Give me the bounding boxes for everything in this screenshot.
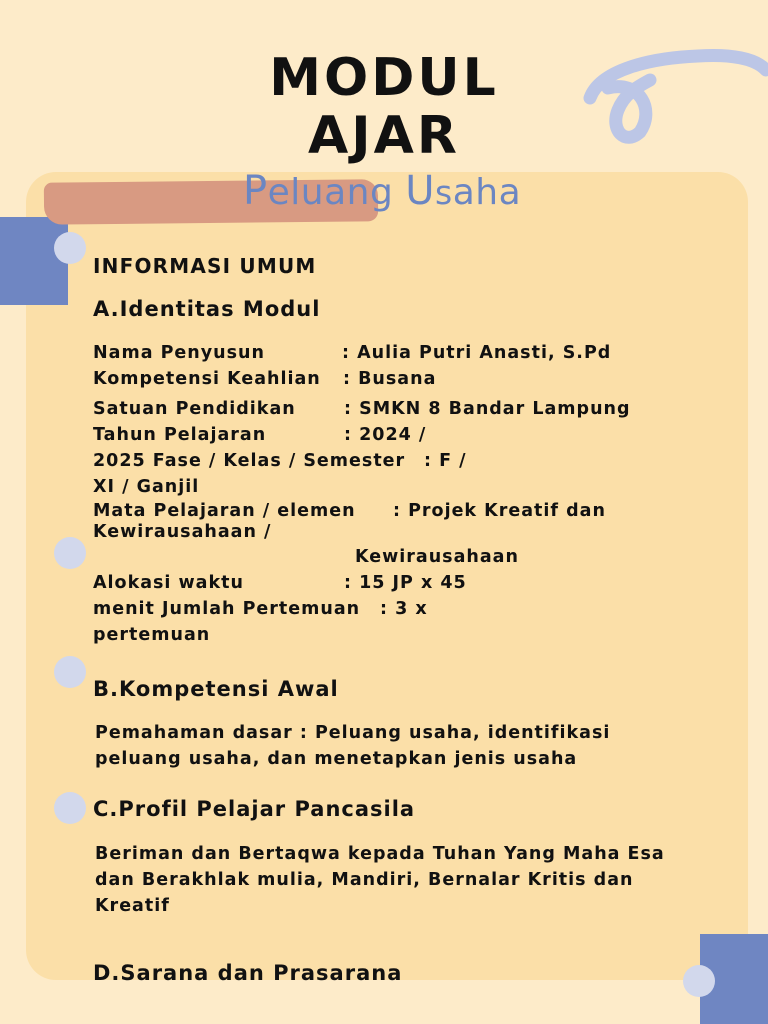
label-jumlah-pertemuan: menit Jumlah Pertemuan: [93, 599, 361, 619]
value-mata-pelajaran-cont: Kewirausahaan /: [93, 522, 272, 542]
value-tahun-pelajaran: : 2024 /: [344, 425, 427, 445]
decorative-square-left: [0, 217, 68, 305]
value-satuan-pendidikan: : SMKN 8 Bandar Lampung: [344, 399, 631, 419]
profil-text: dan Berakhlak mulia, Mandiri, Bernalar Kritis dan: [95, 870, 634, 890]
subtitle: [243, 168, 521, 214]
label-fase-kelas-semester: 2025 Fase / Kelas / Semester: [93, 451, 406, 471]
decorative-dot: [54, 537, 86, 569]
profil-text: Beriman dan Bertaqwa kepada Tuhan Yang Maha Esa: [95, 844, 665, 864]
label-kompetensi-keahlian: Kompetensi Keahlian: [93, 369, 321, 389]
subtitle-part: eluang: [267, 172, 406, 213]
page-title-line1: MODUL: [269, 48, 499, 108]
label-alokasi-waktu: Alokasi waktu: [93, 573, 244, 593]
value-kelas-semester: XI / Ganjil: [93, 477, 200, 497]
value-pertemuan: pertemuan: [93, 625, 211, 645]
value-fase: : F /: [424, 451, 467, 471]
kompetensi-awal-text: peluang usaha, dan menetapkan jenis usaha: [95, 749, 578, 769]
decorative-dot: [54, 656, 86, 688]
decorative-dot: [683, 965, 715, 997]
value-elemen: Kewirausahaan: [355, 547, 519, 567]
section-c-heading: C.Profil Pelajar Pancasila: [93, 797, 416, 821]
value-nama-penyusun: : Aulia Putri Anasti, S.Pd: [342, 343, 612, 363]
value-kompetensi-keahlian: : Busana: [343, 369, 437, 389]
profil-text: Kreatif: [95, 896, 170, 916]
subtitle-part: aha: [452, 172, 522, 213]
label-satuan-pendidikan: Satuan Pendidikan: [93, 399, 296, 419]
label-tahun-pelajaran: Tahun Pelajaran: [93, 425, 267, 445]
label-nama-penyusun: Nama Penyusun: [93, 343, 265, 363]
kompetensi-awal-text: Pemahaman dasar : Peluang usaha, identifikasi: [95, 723, 611, 743]
value-jumlah-pertemuan: : 3 x: [380, 599, 428, 619]
section-a-heading: A.Identitas Modul: [93, 297, 321, 321]
section-header-informasi-umum: INFORMASI UMUM: [93, 254, 317, 278]
decorative-dot: [54, 792, 86, 824]
section-b-heading: B.Kompetensi Awal: [93, 677, 339, 701]
value-mata-pelajaran: : Projek Kreatif dan: [393, 501, 606, 521]
subtitle-part: U: [405, 168, 436, 214]
section-d-heading: D.Sarana dan Prasarana: [93, 961, 403, 985]
label-mata-pelajaran: Mata Pelajaran / elemen: [93, 501, 356, 521]
subtitle-part: P: [243, 168, 268, 214]
subtitle-part: s: [435, 173, 453, 212]
value-alokasi-waktu: : 15 JP x 45: [344, 573, 467, 593]
page-title-line2: AJAR: [308, 106, 460, 166]
decorative-dot: [54, 232, 86, 264]
